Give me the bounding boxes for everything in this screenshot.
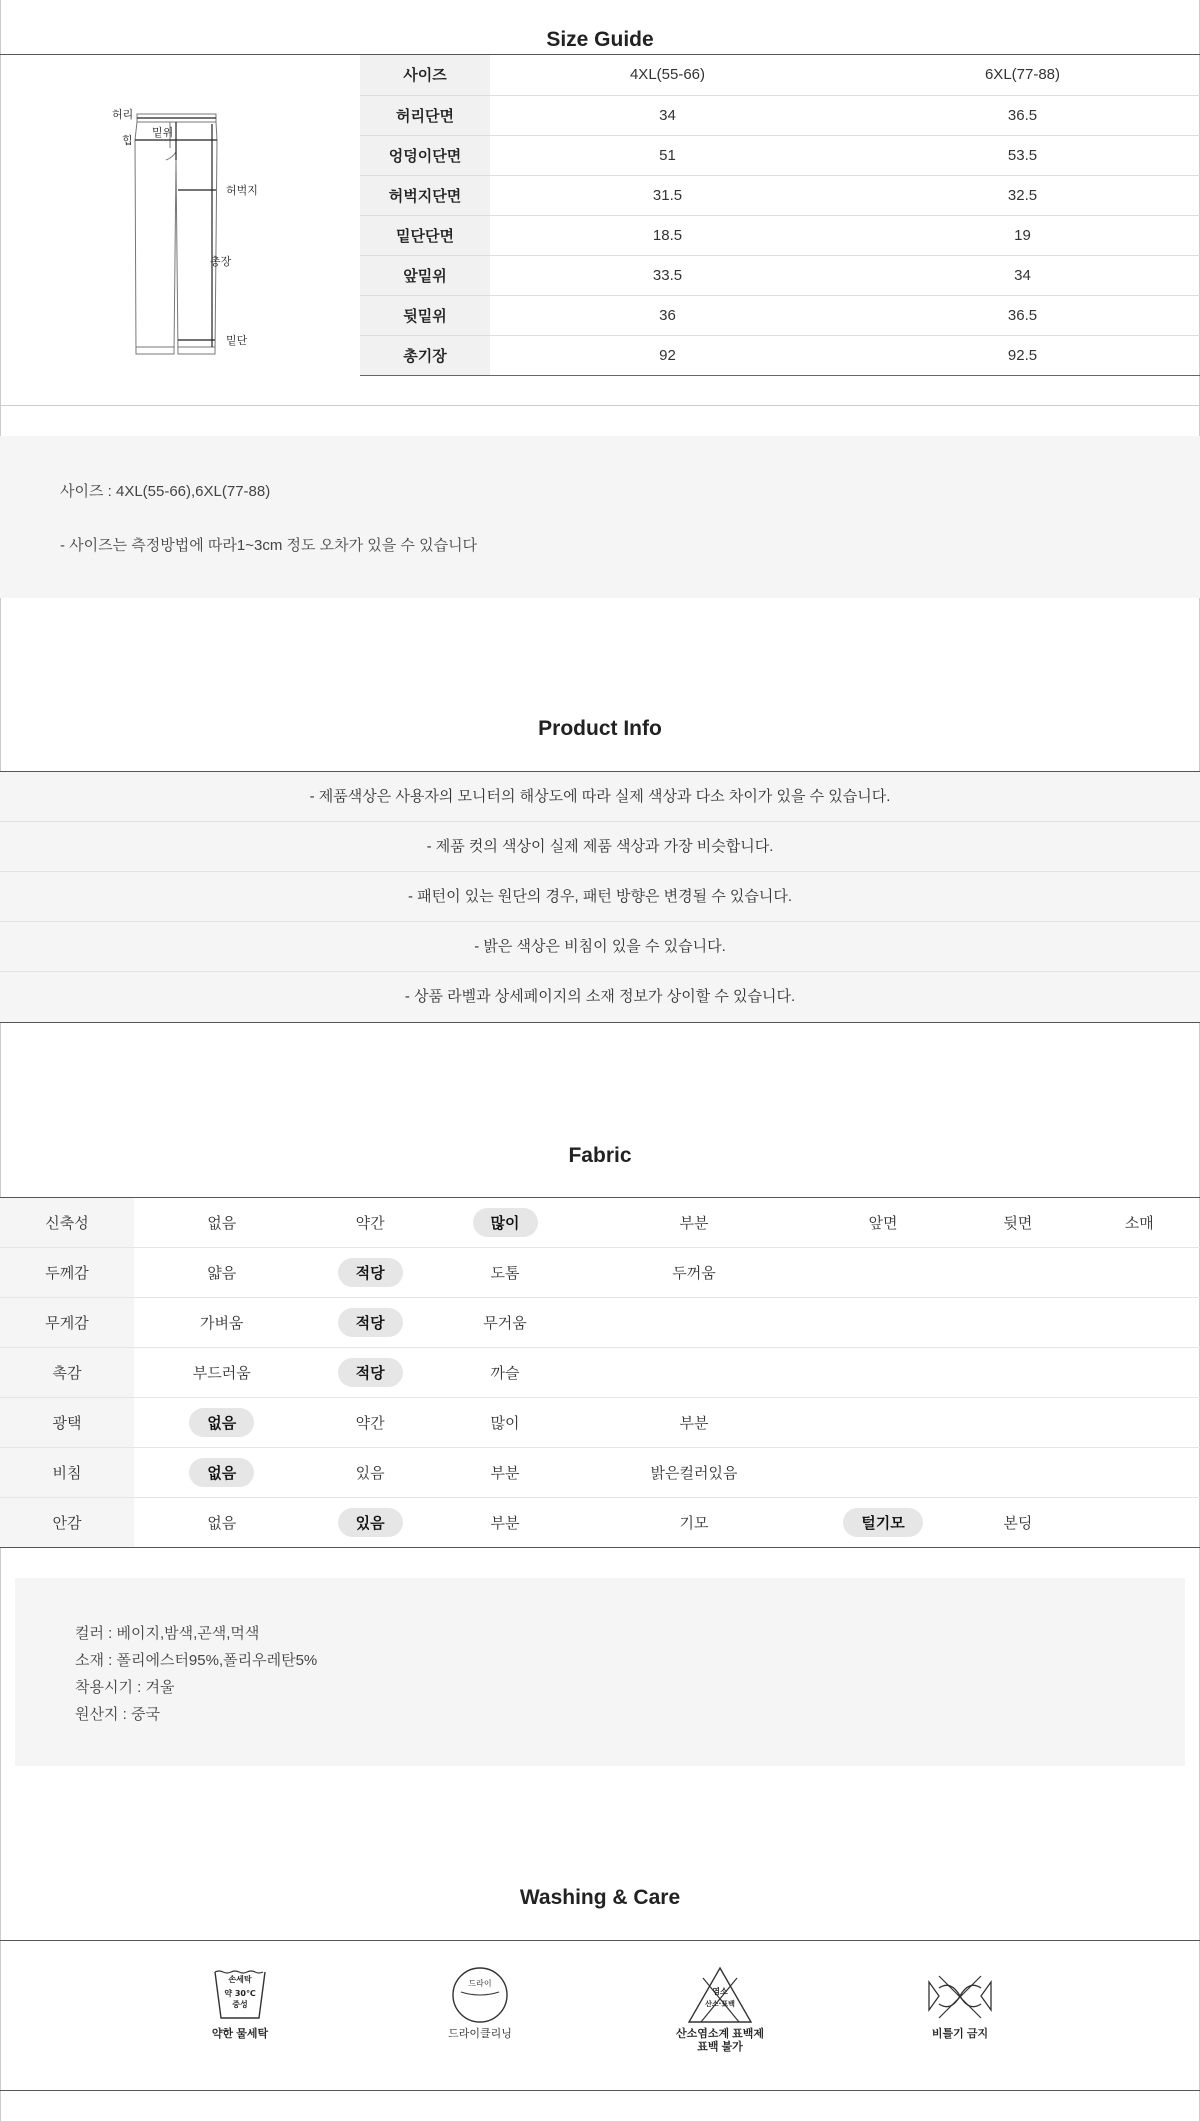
table-cell: 34	[490, 95, 845, 135]
fabric-option: 없음	[207, 1515, 237, 1532]
hand-wash-item	[170, 1964, 310, 2041]
fabric-cell	[1079, 1198, 1200, 1248]
spec-color: 컬러 : 베이지,밤색,곤색,먹색	[75, 1625, 260, 1642]
fabric-cell	[431, 1348, 579, 1398]
fabric-option: 앞면	[868, 1215, 898, 1232]
fabric-cell	[1079, 1348, 1200, 1398]
fabric-option: 부드러움	[192, 1365, 251, 1382]
fabric-cell	[134, 1298, 309, 1348]
svg-text:중성: 중성	[232, 2000, 248, 2009]
row-label: 밑단단면	[360, 215, 490, 255]
list-item: - 상품 라벨과 상세페이지의 소재 정보가 상이할 수 있습니다.	[0, 972, 1200, 1022]
fabric-cell	[309, 1198, 430, 1248]
label-hem: 밑단	[226, 334, 248, 347]
fabric-option: 약간	[355, 1415, 385, 1432]
fabric-cell	[809, 1248, 957, 1298]
fabric-cell	[309, 1498, 430, 1548]
no-wring-item	[890, 1964, 1030, 2041]
table-cell: 53.5	[845, 135, 1200, 175]
size-note-box	[0, 436, 1200, 598]
fabric-cell	[134, 1448, 309, 1498]
care-label: 드라이클리닝	[448, 2028, 512, 2040]
divider	[0, 405, 1200, 406]
size-guide-title: Size Guide	[546, 28, 654, 51]
fabric-cell	[957, 1398, 1078, 1448]
fabric-cell	[809, 1498, 957, 1548]
fabric-table	[0, 1197, 1200, 1548]
table-cell: 33.5	[490, 255, 845, 295]
row-label: 앞밑위	[360, 255, 490, 295]
fabric-cell	[579, 1298, 809, 1348]
label-thigh: 허벅지	[226, 184, 258, 197]
table-cell: 36	[490, 295, 845, 335]
table-cell: 18.5	[490, 215, 845, 255]
fabric-option: 많이	[490, 1415, 520, 1432]
fabric-cell	[431, 1198, 579, 1248]
divider	[0, 1940, 1200, 1941]
fabric-cell	[309, 1348, 430, 1398]
fabric-option: 무거움	[483, 1315, 527, 1332]
fabric-cell	[809, 1298, 957, 1348]
size-table	[360, 55, 1200, 376]
fabric-row-label: 비침	[0, 1448, 134, 1498]
fabric-row	[0, 1298, 1200, 1348]
row-label: 총기장	[360, 335, 490, 375]
svg-text:약 30℃: 약 30℃	[224, 1989, 256, 1998]
fabric-option-selected: 많이	[473, 1208, 538, 1237]
fabric-row-label: 두께감	[0, 1248, 134, 1298]
row-label: 허리단면	[360, 95, 490, 135]
fabric-cell	[579, 1448, 809, 1498]
table-cell: 36.5	[845, 95, 1200, 135]
fabric-cell	[1079, 1248, 1200, 1298]
table-row	[360, 295, 1200, 335]
fabric-row-label: 무게감	[0, 1298, 134, 1348]
fabric-option: 뒷면	[1003, 1215, 1033, 1232]
fabric-cell	[809, 1398, 957, 1448]
fabric-cell	[309, 1248, 430, 1298]
fabric-option: 까슬	[490, 1365, 520, 1382]
fabric-option-selected: 없음	[189, 1458, 254, 1487]
fabric-row	[0, 1198, 1200, 1248]
fabric-option: 약간	[355, 1215, 385, 1232]
fabric-row	[0, 1348, 1200, 1398]
fabric-cell	[579, 1498, 809, 1548]
table-header-cell: 사이즈	[360, 55, 490, 95]
fabric-cell	[957, 1198, 1078, 1248]
fabric-cell	[809, 1198, 957, 1248]
svg-text:손세탁: 손세탁	[228, 1975, 252, 1984]
fabric-option-selected: 적당	[338, 1358, 403, 1387]
svg-text:드라이: 드라이	[468, 1979, 492, 1988]
fabric-option-selected: 없음	[189, 1408, 254, 1437]
fabric-option-selected: 털기모	[843, 1508, 922, 1537]
fabric-option: 밝은컬러있음	[650, 1465, 738, 1482]
fabric-cell	[809, 1348, 957, 1398]
fabric-cell	[1079, 1448, 1200, 1498]
spec-material: 소재 : 폴리에스터95%,폴리우레탄5%	[75, 1652, 318, 1669]
fabric-option-selected: 있음	[338, 1508, 403, 1537]
table-cell: 51	[490, 135, 845, 175]
table-cell: 19	[845, 215, 1200, 255]
spec-origin: 원산지 : 중국	[75, 1706, 160, 1723]
table-header-cell: 4XL(55-66)	[490, 55, 845, 95]
size-note: 사이즈 : 4XL(55-66),6XL(77-88)	[60, 483, 271, 500]
fabric-cell	[957, 1248, 1078, 1298]
pants-measurement-diagram	[100, 100, 280, 370]
list-item: - 밝은 색상은 비침이 있을 수 있습니다.	[0, 922, 1200, 972]
table-cell: 31.5	[490, 175, 845, 215]
fabric-option: 두꺼움	[672, 1265, 716, 1282]
list-item: - 패턴이 있는 원단의 경우, 패턴 방향은 변경될 수 있습니다.	[0, 872, 1200, 922]
fabric-cell	[809, 1448, 957, 1498]
fabric-cell	[1079, 1298, 1200, 1348]
label-waist: 허리	[112, 108, 134, 121]
table-cell: 34	[845, 255, 1200, 295]
fabric-cell	[431, 1398, 579, 1448]
fabric-cell	[134, 1248, 309, 1298]
row-label: 엉덩이단면	[360, 135, 490, 175]
no-bleach-item	[650, 1964, 790, 2054]
fabric-cell	[134, 1198, 309, 1248]
fabric-option: 기모	[679, 1515, 709, 1532]
care-label: 표백 불가	[697, 2041, 743, 2053]
fabric-row-label: 신축성	[0, 1198, 134, 1248]
fabric-cell	[431, 1448, 579, 1498]
fabric-row	[0, 1498, 1200, 1548]
care-label: 산소염소계 표백제	[675, 2028, 765, 2040]
no-wring-icon	[925, 1964, 995, 2026]
fabric-cell	[579, 1348, 809, 1398]
fabric-cell	[579, 1248, 809, 1298]
size-note: - 사이즈는 측정방법에 따라1~3cm 정도 오차가 있을 수 있습니다	[60, 537, 478, 554]
row-label: 뒷밑위	[360, 295, 490, 335]
row-label: 허벅지단면	[360, 175, 490, 215]
table-cell: 92.5	[845, 335, 1200, 375]
table-row	[360, 215, 1200, 255]
fabric-cell	[309, 1448, 430, 1498]
dry-clean-item	[410, 1964, 550, 2041]
care-label: 약한 물세탁	[211, 2028, 269, 2040]
table-header-row	[360, 55, 1200, 95]
table-cell: 36.5	[845, 295, 1200, 335]
fabric-cell	[957, 1498, 1078, 1548]
label-rise: 밑위	[152, 126, 174, 139]
svg-text:염소: 염소	[712, 1987, 728, 1996]
label-length: 총장	[210, 255, 232, 268]
fabric-row	[0, 1398, 1200, 1448]
fabric-cell	[134, 1498, 309, 1548]
table-row	[360, 175, 1200, 215]
list-item: - 제품색상은 사용자의 모니터의 해상도에 따라 실제 색상과 다소 차이가 있을 수 있습니다.	[0, 772, 1200, 822]
fabric-option: 있음	[355, 1465, 385, 1482]
fabric-option: 없음	[207, 1215, 237, 1232]
washing-care-title: Washing & Care	[519, 1886, 681, 1909]
spec-box	[15, 1578, 1185, 1766]
fabric-cell	[1079, 1398, 1200, 1448]
fabric-option-selected: 적당	[338, 1258, 403, 1287]
fabric-cell	[957, 1298, 1078, 1348]
svg-text:산소·표백: 산소·표백	[705, 2000, 735, 2008]
fabric-cell	[134, 1348, 309, 1398]
fabric-row-label: 촉감	[0, 1348, 134, 1398]
list-item: - 제품 컷의 색상이 실제 제품 색상과 가장 비슷합니다.	[0, 822, 1200, 872]
fabric-cell	[1079, 1498, 1200, 1548]
fabric-cell	[431, 1248, 579, 1298]
spec-season: 착용시기 : 겨울	[75, 1679, 175, 1696]
fabric-cell	[309, 1398, 430, 1448]
table-row	[360, 135, 1200, 175]
no-bleach-icon	[685, 1964, 755, 2026]
fabric-option: 부분	[679, 1215, 709, 1232]
fabric-row	[0, 1248, 1200, 1298]
care-label: 비틀기 금지	[931, 2028, 989, 2040]
fabric-option: 본딩	[1003, 1515, 1033, 1532]
table-header-cell: 6XL(77-88)	[845, 55, 1200, 95]
table-cell: 32.5	[845, 175, 1200, 215]
fabric-option-selected: 적당	[338, 1308, 403, 1337]
fabric-option: 가벼움	[199, 1315, 244, 1332]
fabric-option: 소매	[1124, 1215, 1154, 1232]
table-row	[360, 95, 1200, 135]
fabric-option: 도톰	[490, 1265, 520, 1282]
fabric-cell	[134, 1398, 309, 1448]
label-hip: 힙	[122, 134, 133, 147]
fabric-cell	[957, 1348, 1078, 1398]
hand-wash-icon	[205, 1964, 275, 2026]
fabric-option: 얇음	[207, 1265, 237, 1282]
fabric-row	[0, 1448, 1200, 1498]
page-border-left	[0, 0, 1, 2121]
fabric-cell	[579, 1198, 809, 1248]
product-info-title: Product Info	[538, 717, 662, 740]
fabric-option: 부분	[679, 1415, 709, 1432]
fabric-option: 부분	[490, 1465, 520, 1482]
dry-clean-icon	[445, 1964, 515, 2026]
product-info-list	[0, 771, 1200, 1023]
fabric-cell	[431, 1498, 579, 1548]
fabric-cell	[957, 1448, 1078, 1498]
divider	[0, 2090, 1200, 2091]
fabric-title: Fabric	[568, 1144, 632, 1167]
table-row	[360, 255, 1200, 295]
fabric-row-label: 안감	[0, 1498, 134, 1548]
fabric-cell	[309, 1298, 430, 1348]
table-cell: 92	[490, 335, 845, 375]
fabric-option: 부분	[490, 1515, 520, 1532]
fabric-cell	[431, 1298, 579, 1348]
table-row	[360, 335, 1200, 375]
fabric-row-label: 광택	[0, 1398, 134, 1448]
fabric-cell	[579, 1398, 809, 1448]
